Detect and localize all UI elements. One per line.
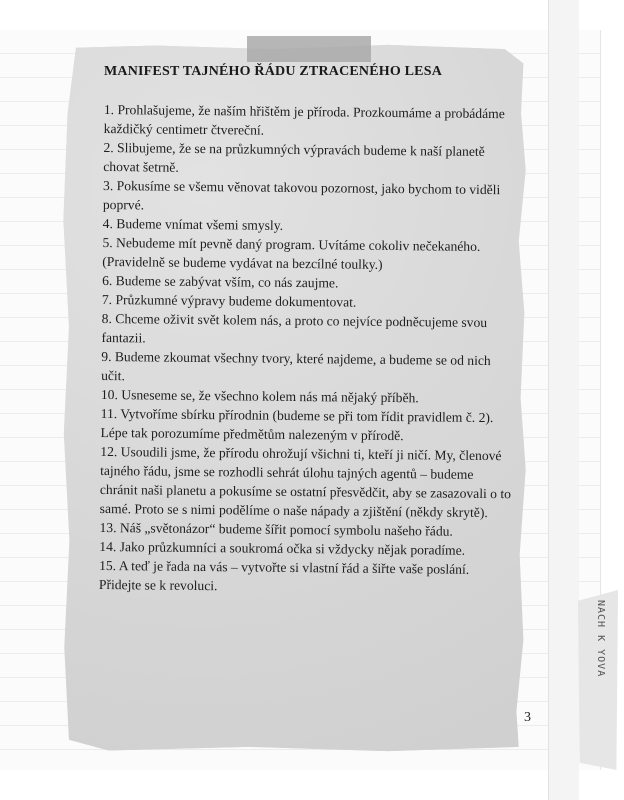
list-item: 3. Pokusíme se všemu věnovat takovou pozornost, jako bychom to viděli poprvé.	[102, 177, 501, 213]
list-item: 4. Budeme vnímat všemi smysly.	[102, 215, 284, 233]
list-item: 10. Usneseme se, že všechno kolem nás má nějaký příběh.	[100, 386, 419, 406]
list-item: 13. Náš „světonázor“ budeme šířit pomocí symbolu našeho řádu.	[99, 519, 453, 539]
manifesto-title: MANIFEST TAJNÉHO ŘÁDU ZTRACENÉHO LESA	[104, 64, 443, 79]
manifesto-list	[99, 100, 516, 598]
list-item: 12. Usoudili jsme, že přírodu ohrožují všichni ti, kteří ji ničí. My, členové tajného řádu, jsme se rozhodli sehrát úlohu tajných agentů – budeme chránit naši planetu a pokusíme se ostatní přesvědčit, aby se zasazovali o to samé. Proto se s nimi podělíme o naše nápady a zjištění (někdy skrytě).	[99, 443, 512, 521]
list-item: 9. Budeme zkoumat všechny tvory, které najdeme, a budeme se od nich učit.	[101, 348, 491, 384]
list-item: 14. Jako průzkumníci a soukromá očka si vždycky nějak poradíme.	[99, 538, 466, 558]
page-number: 3	[524, 710, 531, 725]
list-item: 7. Průzkumné výpravy budeme dokumentovat.	[101, 291, 357, 310]
side-scrap-text: NACH K YOVA	[595, 600, 606, 678]
notebook-edge	[548, 0, 579, 800]
list-item: 8. Chceme oživit svět kolem nás, a proto co nejvíce podněcujeme svou fantazii.	[101, 310, 488, 346]
list-item: 15. A teď je řada na vás – vytvořte si vlastní řád a šiřte vaše poslání. Přidejte se k revoluci.	[98, 557, 470, 594]
list-item: 5. Nebudeme mít pevně daný program. Uvítáme cokoliv nečekaného. (Pravidelně se budeme vydávat na bezcílné toulky.)	[102, 234, 481, 272]
list-item: 11. Vytvoříme sbírku přírodnin (budeme se při tom řídit pravidlem č. 2). Lépe tak porozumíme předmětům nalezeným v přírodě.	[100, 405, 494, 444]
list-item: 6. Budeme se zabývat vším, co nás zaujme.	[102, 272, 339, 291]
tape-strip	[247, 36, 371, 62]
list-item: 1. Prohlašujeme, že naším hřištěm je příroda. Prozkoumáme a probádáme každičký centimetr čtvereční.	[103, 101, 505, 138]
list-item: 2. Slibujeme, že se na průzkumných výpravách budeme k naší planetě chovat šetrně.	[103, 139, 485, 175]
